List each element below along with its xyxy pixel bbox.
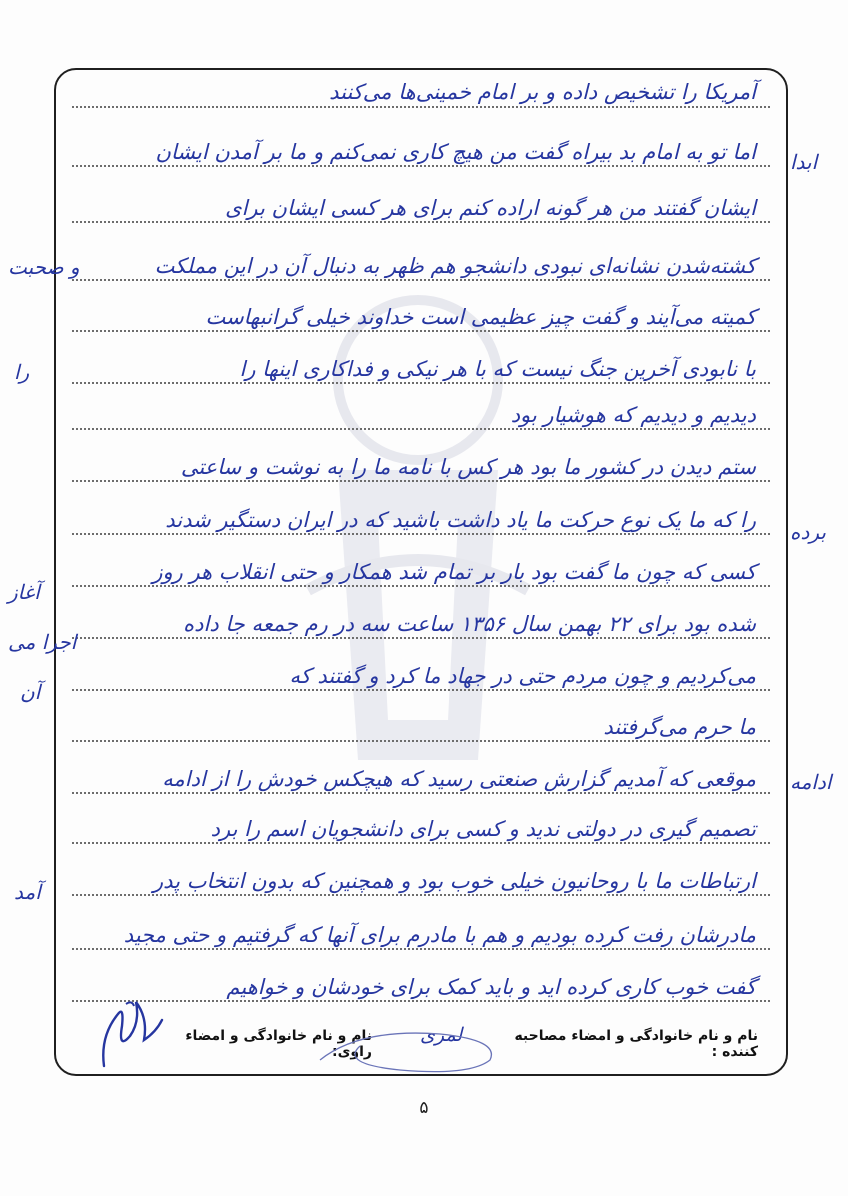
handwritten-line: آمریکا را تشخیص داده و بر امام خمینی‌ها می‌کنند (329, 80, 756, 104)
margin-note: ادامه (790, 770, 832, 794)
handwritten-line: ستم دیدن در کشور ما بود هر کس با نامه ما را به نوشت و ساعتی (180, 455, 756, 479)
handwritten-line: موقعی که آمدیم گزارش صنعتی رسید که هیچکس خودش را از ادامه (162, 767, 756, 791)
margin-note: آغاز (8, 580, 40, 604)
narrator-signature-label: نام و نام خانوادگی و امضاء راوی: (185, 1028, 372, 1060)
margin-note: برده (790, 520, 826, 544)
margin-note: آمد (14, 880, 41, 904)
ruled-line (72, 480, 770, 482)
handwritten-line: کسی که چون ما گفت بود بار بر تمام شد همکار و حتی انقلاب هر روز (152, 560, 756, 584)
handwritten-line: کشته‌شدن نشانه‌ای نبودی دانشجو هم ظهر به دنبال آن در این مملکت (154, 254, 756, 278)
handwritten-line: ما حرم می‌گرفتند (603, 715, 756, 739)
ruled-line (72, 842, 770, 844)
ruled-line (72, 165, 770, 167)
ruled-line (72, 637, 770, 639)
handwritten-line: ایشان گفتند من هر گونه اراده کنم برای هر کسی ایشان برای (225, 196, 756, 220)
handwritten-line: تصمیم گیری در دولتی ندید و کسی برای دانشجویان اسم را برد (210, 817, 756, 841)
margin-note: ابدا (790, 150, 818, 174)
ruled-line (72, 1000, 770, 1002)
ruled-line (72, 792, 770, 794)
handwritten-line: اما تو به امام بد بیراه گفت من هیچ کاری نمی‌کنم و ما بر آمدن ایشان (155, 140, 756, 164)
handwritten-line: دیدیم و دیدیم که هوشیار بود (510, 403, 756, 427)
handwritten-line: را که ما یک نوع حرکت ما یاد داشت باشید که در ایران دستگیر شدند (165, 508, 756, 532)
handwritten-line: مادرشان رفت کرده بودیم و هم با مادرم برای آنها که گرفتیم و حتی مجید (123, 923, 756, 947)
ruled-line (72, 894, 770, 896)
ruled-line (72, 740, 770, 742)
ruled-line (72, 106, 770, 108)
ruled-line (72, 330, 770, 332)
ruled-line (72, 279, 770, 281)
interviewer-signature: لمری (420, 1024, 463, 1046)
ruled-line (72, 382, 770, 384)
ruled-line (72, 221, 770, 223)
handwritten-line: با نابودی آخرین جنگ نیست که با هر نیکی و فداکاری اینها را (239, 357, 756, 381)
ruled-line (72, 533, 770, 535)
ruled-line (72, 689, 770, 691)
ruled-line (72, 585, 770, 587)
signature-loop-icon (300, 1020, 510, 1076)
page-number: ۵ (419, 1098, 429, 1118)
margin-note: و صحبت (8, 255, 80, 279)
margin-note: را (14, 360, 30, 384)
narrator-signature-icon (96, 996, 166, 1072)
handwritten-line: ارتباطات ما با روحانیون خیلی خوب بود و همچنین که بدون انتخاب پدر (153, 869, 756, 893)
margin-note: آن (20, 680, 41, 704)
handwritten-line: کمیته می‌آیند و گفت چیز عظیمی است خداوند خیلی گرانبهاست (205, 305, 756, 329)
ruled-line (72, 948, 770, 950)
ruled-line (72, 428, 770, 430)
handwritten-line: شده بود برای ۲۲ بهمن سال ۱۳۵۶ ساعت سه در رم جمعه جا داده (183, 612, 756, 636)
interviewer-signature-label: نام و نام خانوادگی و امضاء مصاحبه کننده : (514, 1028, 758, 1060)
handwritten-line: می‌کردیم و چون مردم حتی در جهاد ما کرد و گفتند که (289, 664, 756, 688)
handwritten-line: گفت خوب کاری کرده اید و باید کمک برای خودشان و خواهیم (226, 975, 756, 999)
margin-note: اجرا می (8, 630, 77, 654)
